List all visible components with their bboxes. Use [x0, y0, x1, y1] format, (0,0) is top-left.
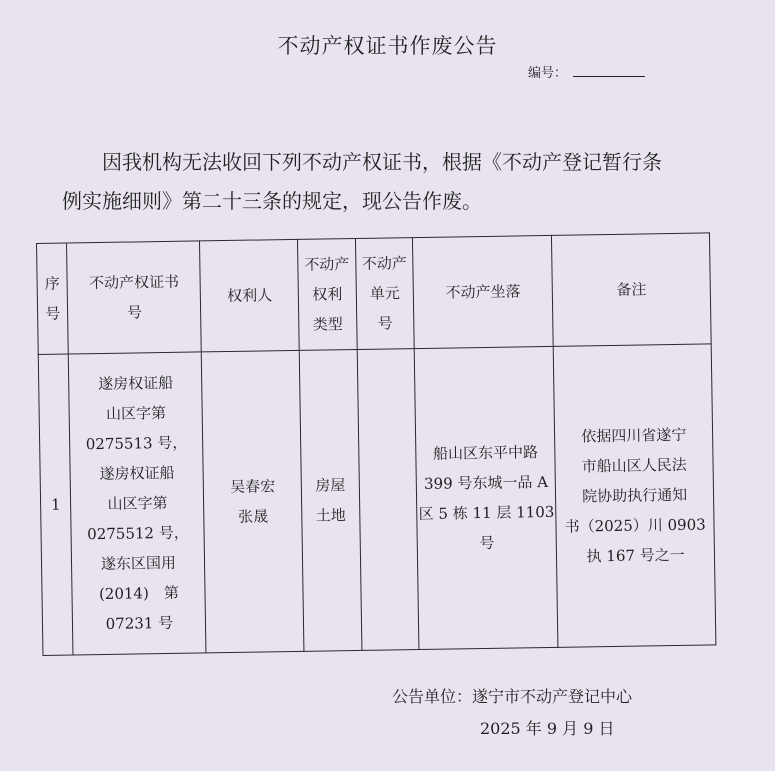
cell-right-type: 房屋 土地: [300, 349, 362, 651]
cell-note: 依据四川省遂宁 市船山区人民法 院协助执行通知 书（2025）川 0903 执 167 号之一: [554, 344, 716, 647]
cell-holder: 吴春宏 张晟: [202, 350, 305, 653]
issuing-organization: 公告单位：遂宁市不动产登记中心: [392, 687, 633, 706]
body-line-1: 因我机构无法收回下列不动产权证书，根据《不动产登记暂行条: [102, 150, 662, 174]
header-seq: 序 号: [37, 243, 69, 354]
header-holder: 权利人: [200, 239, 300, 352]
header-location: 不动产坐落: [413, 235, 554, 348]
cell-unit-number: [357, 349, 419, 651]
void-certificate-table: [36, 232, 716, 656]
header-unit-number: 不动产 单元 号: [355, 238, 414, 350]
serial-number: [528, 62, 645, 81]
table-row: [38, 344, 716, 656]
header-cert-number: 不动产权证书 号: [67, 241, 202, 354]
serial-blank-line: [573, 76, 645, 77]
page-title: 不动产权证书作废公告: [277, 34, 498, 58]
body-line-2: 例实施细则》第二十三条的规定，现公告作废。: [62, 189, 482, 213]
serial-label: 编号：: [528, 66, 568, 81]
cell-location: 船山区东平中路 399 号东城一品 A 区 5 栋 11 层 1103 号: [414, 346, 558, 649]
cell-cert-number: 遂房权证船 山区字第 0275513 号， 遂房权证船 山区字第 0275512 号， 遂东区国用 (2014) 第 07231 号: [69, 352, 207, 655]
header-note: 备注: [552, 233, 711, 346]
issue-date: 2025 年 9 月 9 日: [480, 719, 615, 738]
header-right-type: 不动产 权利 类型: [298, 238, 357, 350]
cell-seq: 1: [38, 354, 73, 655]
table-header-row: [37, 233, 712, 355]
